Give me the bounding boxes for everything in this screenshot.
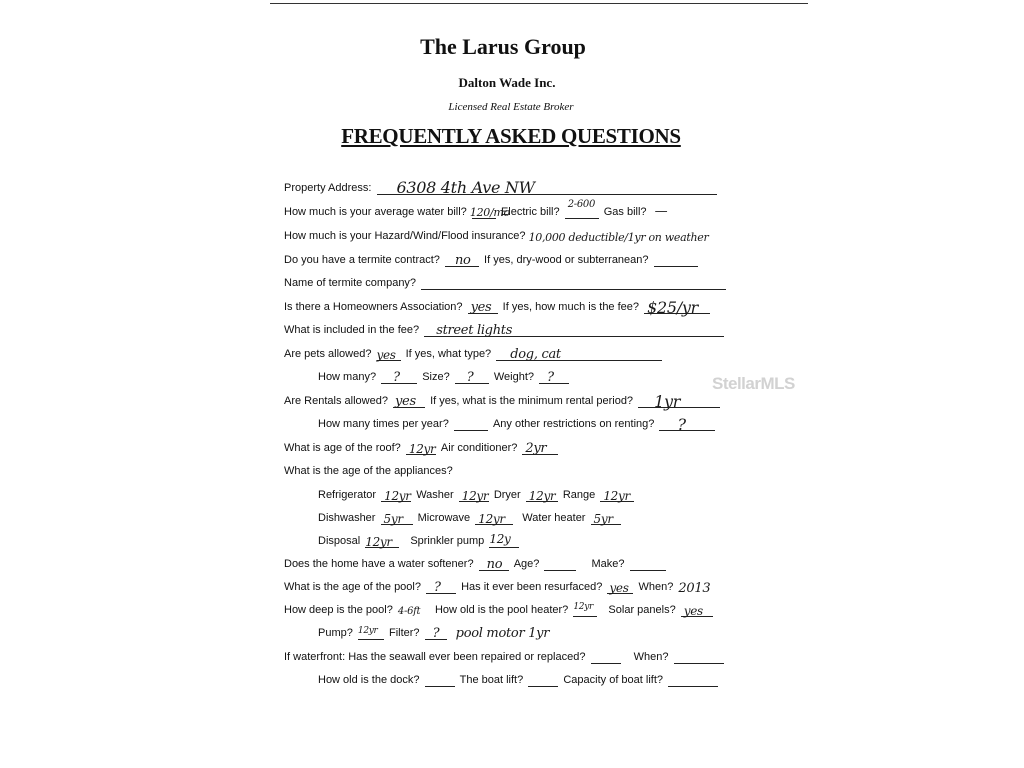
electric-bill-field[interactable] [565,199,599,219]
resurfaced-answer: yes [609,581,629,595]
termite-company-field[interactable] [421,276,726,290]
seawall-when-label: When? [633,651,669,663]
pool-age-label: What is the age of the pool? [284,581,421,593]
appliances-age-label: What is the age of the appliances? [284,465,453,477]
row-termite-company [284,276,728,290]
pets-answer: yes [376,348,396,362]
roof-age-label: What is age of the roof? [284,442,401,454]
filter-label: Filter? [388,627,420,639]
how-many-field[interactable] [381,370,417,384]
weight-label: Weight? [493,371,535,383]
insurance-label: How much is your Hazard/Wind/Flood insurance? [284,230,526,242]
gas-bill-answer: — [654,204,668,219]
pool-depth-label: How deep is the pool? [284,604,393,616]
weight-field[interactable] [539,370,569,384]
dryer-answer: 12yr [528,489,556,503]
gas-bill-label: Gas bill? [603,206,647,218]
top-rule [270,3,808,4]
pump-label: Pump? [318,627,353,639]
seawall-field[interactable] [591,650,621,664]
size-answer: ? [466,370,474,385]
pets-field[interactable] [377,347,401,361]
resurfaced-field[interactable] [607,580,633,594]
water-heater-field[interactable] [591,511,621,525]
disposal-answer: 12yr [365,535,392,549]
rentals-field[interactable] [393,394,425,408]
pool-age-answer: ? [434,580,441,595]
termite-company-label: Name of termite company? [284,277,417,289]
dishwasher-field[interactable] [381,511,413,525]
pool-age-field[interactable] [426,580,456,594]
other-restrictions-label: Any other restrictions on renting? [492,418,655,430]
hoa-label: Is there a Homeowners Association? [284,301,463,313]
softener-label: Does the home have a water softener? [284,558,474,570]
pool-heater-label: How old is the pool heater? [434,604,569,616]
softener-answer: no [486,557,503,572]
ac-answer: 2yr [525,441,547,456]
water-bill-answer: 120/mo [469,206,510,219]
pool-depth-field[interactable] [398,604,430,617]
range-field[interactable] [600,488,634,502]
pool-heater-field[interactable] [573,603,597,617]
washer-field[interactable] [459,488,489,502]
row-dock [318,673,720,687]
roof-age-field[interactable] [406,441,436,455]
sprinkler-label: Sprinkler pump [410,535,485,547]
watermark: StellarMLS [712,374,795,393]
company-title: The Larus Group [420,34,586,59]
filter-answer: ? [432,626,440,641]
other-restrictions-answer: ? [677,415,686,434]
pool-depth-answer: 4-6ft [397,606,421,617]
water-heater-answer: 5yr [593,512,613,526]
pet-type-label: If yes, what type? [405,348,492,360]
seawall-label: If waterfront: Has the seawall ever been repaired or replaced? [284,651,586,663]
resurfaced-label: Has it ever been resurfaced? [461,581,603,593]
refrigerator-field[interactable] [381,488,411,502]
microwave-answer: 12yr [478,512,505,526]
electric-bill-label: Electric bill? [500,206,560,218]
times-per-year-field[interactable] [454,417,488,431]
row-appliances-1 [318,488,636,502]
dock-field[interactable] [425,673,455,687]
row-appliances-2 [318,511,623,525]
insurance-field[interactable] [528,230,709,244]
row-rentals [284,392,722,411]
how-many-label: How many? [318,371,377,383]
fee-includes-label: What is included in the fee? [284,324,420,336]
softener-make-field[interactable] [630,557,666,571]
address-field[interactable] [377,178,717,197]
boat-lift-field[interactable] [528,673,558,687]
pets-label: Are pets allowed? [284,348,372,360]
row-pump [318,626,550,641]
sprinkler-answer: 12y [489,532,511,546]
filter-note: pool motor 1yr [455,626,550,641]
weight-answer: ? [547,370,554,385]
dishwasher-answer: 5yr [383,512,403,526]
min-rental-field[interactable] [638,392,720,411]
solar-field[interactable] [681,603,713,617]
row-rental-frequency [318,415,717,434]
address-label: Property Address: [284,182,372,194]
resurfaced-when-field[interactable] [678,581,718,594]
ac-field[interactable] [522,441,558,455]
row-pool-age [284,580,720,594]
hoa-field[interactable] [468,300,498,314]
boat-lift-label: The boat lift? [459,674,524,686]
dryer-field[interactable] [526,488,558,502]
hoa-answer: yes [470,300,492,315]
broker-subtitle: Licensed Real Estate Broker [448,101,574,113]
row-fee-includes [284,323,726,337]
size-label: Size? [422,371,450,383]
softener-make-label: Make? [591,558,625,570]
roof-age-answer: 12yr [408,442,436,456]
pet-type-field[interactable] [496,347,662,361]
size-field[interactable] [455,370,489,384]
microwave-label: Microwave [417,512,471,524]
refrigerator-label: Refrigerator [318,489,377,501]
pump-answer: 12yr [357,626,378,636]
solar-label: Solar panels? [608,604,676,616]
times-per-year-label: How many times per year? [318,418,449,430]
row-appliances-3 [318,534,521,548]
min-rental-label: If yes, what is the minimum rental period? [430,395,634,407]
dishwasher-label: Dishwasher [318,512,376,524]
termite-type-field[interactable] [654,253,698,267]
hoa-fee-field[interactable] [644,298,710,317]
row-bills [284,199,682,219]
disposal-field[interactable] [365,534,399,548]
water-bill-field[interactable] [469,205,510,219]
row-insurance [284,229,709,244]
row-roof [284,441,560,455]
page-title: FREQUENTLY ASKED QUESTIONS [341,124,681,148]
row-pet-details [318,370,571,384]
lift-capacity-field[interactable] [668,673,718,687]
electric-bill-answer: 2-600 [567,199,596,210]
other-restrictions-field[interactable] [659,415,715,434]
range-label: Range [562,489,596,501]
termite-contract-label: Do you have a termite contract? [284,254,440,266]
address-answer: 6308 4th Ave NW [396,178,535,197]
range-answer: 12yr [603,489,630,503]
rentals-answer: yes [395,394,416,409]
fee-includes-answer: street lights [436,323,513,338]
pump-field[interactable] [358,626,384,640]
row-termite [284,253,700,267]
gas-bill-field[interactable] [652,206,680,219]
fee-includes-field[interactable] [424,323,724,337]
washer-answer: 12yr [461,489,489,503]
pool-heater-answer: 12yr [573,602,593,612]
termite-type-label: If yes, dry-wood or subterranean? [484,254,649,266]
row-hoa [284,298,712,317]
rentals-label: Are Rentals allowed? [284,395,388,407]
solar-answer: yes [683,604,703,618]
seawall-when-field[interactable] [674,650,724,664]
min-rental-answer: 1yr [654,392,681,411]
how-many-answer: ? [393,370,400,385]
softener-age-field[interactable] [544,557,576,571]
sprinkler-field[interactable] [489,534,519,548]
ac-label: Air conditioner? [440,442,518,454]
dryer-label: Dryer [493,489,521,501]
disposal-label: Disposal [318,535,361,547]
row-pool-depth [284,603,715,617]
insurance-answer: 10,000 deductible/1yr on weather [528,231,709,244]
softener-field[interactable] [479,557,509,571]
water-heater-label: Water heater [522,512,586,524]
lift-capacity-label: Capacity of boat lift? [563,674,664,686]
row-pets [284,347,664,361]
row-softener [284,557,668,571]
brokerage-name: Dalton Wade Inc. [458,75,556,90]
row-address [284,178,719,197]
microwave-field[interactable] [475,511,513,525]
filter-field[interactable] [425,626,447,640]
resurfaced-when-label: When? [638,581,674,593]
row-seawall [284,650,726,664]
hoa-fee-label: If yes, how much is the fee? [502,301,640,313]
row-appliances [284,464,453,478]
termite-contract-answer: no [454,253,471,268]
termite-contract-field[interactable] [445,253,479,267]
resurfaced-when-answer: 2013 [678,581,711,596]
washer-label: Washer [416,489,454,501]
pet-type-answer: dog, cat [510,347,561,362]
softener-age-label: Age? [513,558,540,570]
refrigerator-answer: 12yr [384,489,411,503]
water-bill-label: How much is your average water bill? [284,206,467,218]
dock-label: How old is the dock? [318,674,420,686]
hoa-fee-answer: $25/yr [647,298,698,317]
